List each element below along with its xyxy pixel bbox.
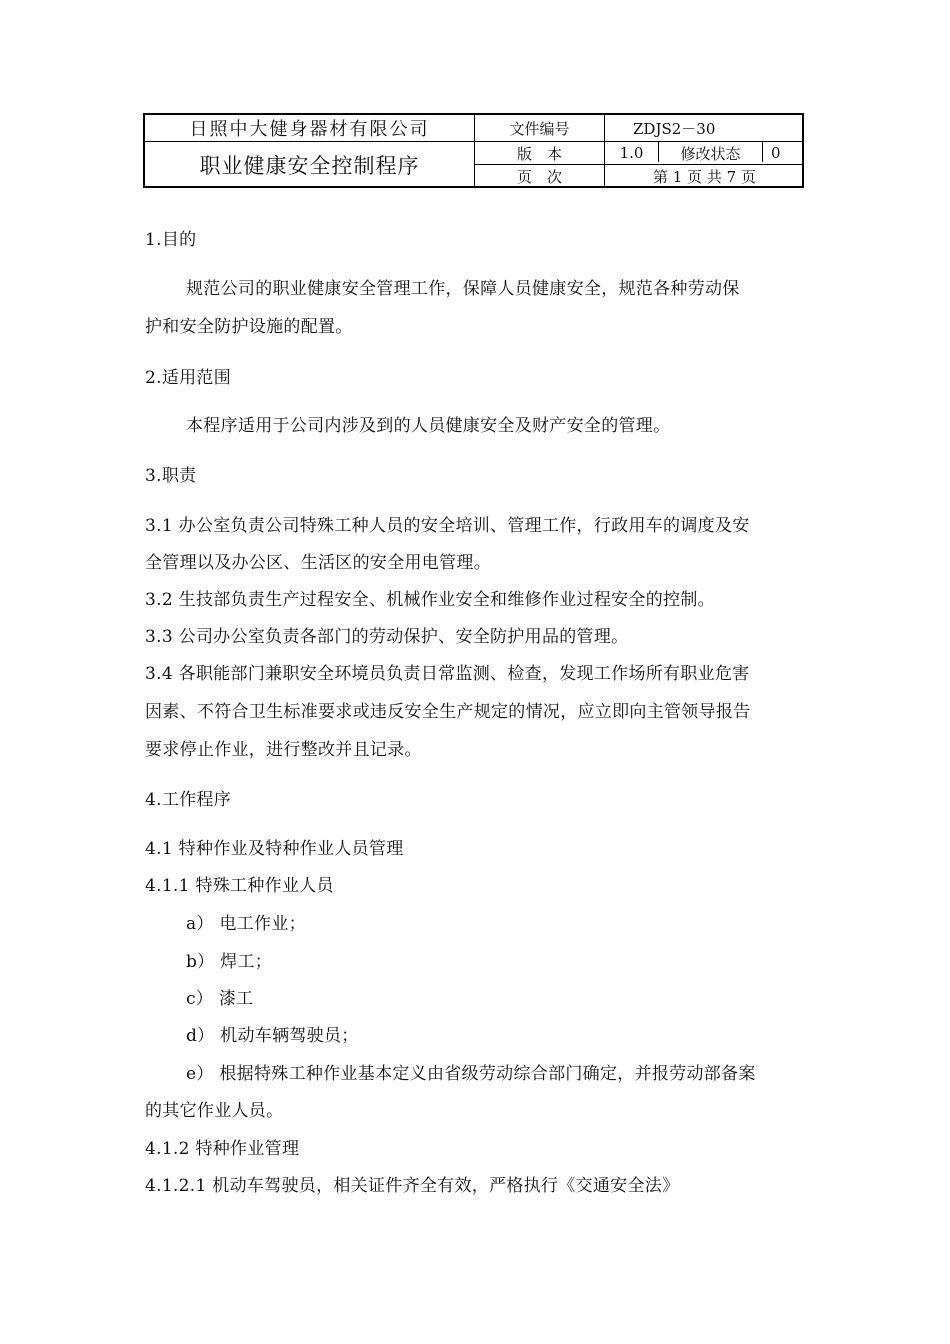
paragraph-line: 要求停止作业，进行整改并且记录。 <box>145 740 422 760</box>
section-2-title: 2.适用范围 <box>145 368 232 388</box>
paragraph-line: 因素、不符合卫生标准要求或违反安全生产规定的情况，应立即向主管领导报告 <box>145 702 751 722</box>
paragraph-line: 规范公司的职业健康安全管理工作，保障人员健康安全，规范各种劳动保 <box>186 279 740 299</box>
paragraph-line: 4.1.2.1 机动车驾驶员，相关证件齐全有效，严格执行《交通安全法》 <box>145 1176 680 1196</box>
version-value: 1.0 <box>619 144 644 162</box>
list-item: c） 漆工 <box>186 989 254 1009</box>
page-label: 页 次 <box>516 168 562 186</box>
paragraph-line: 护和安全防护设施的配置。 <box>145 317 353 337</box>
section-4-title: 4.工作程序 <box>145 790 232 810</box>
subsection-title: 4.1.2 特种作业管理 <box>145 1139 300 1159</box>
paragraph-line: 3.4 各职能部门兼职安全环境员负责日常监测、检查，发现工作场所有职业危害 <box>145 664 750 684</box>
paragraph-line: 3.1 办公室负责公司特殊工种人员的安全培训、管理工作，行政用车的调度及安 <box>145 516 750 536</box>
page-count: 第 1 页 共 7 页 <box>653 168 756 186</box>
section-3-title: 3.职责 <box>145 466 197 486</box>
document-header-table <box>143 113 804 188</box>
subsection-title: 4.1 特种作业及特种作业人员管理 <box>145 839 404 859</box>
list-item: a） 电工作业； <box>186 914 306 934</box>
file-number-value: ZDJS2－30 <box>633 119 716 138</box>
list-item: d） 机动车辆驾驶员； <box>186 1026 359 1046</box>
revision-status-value: 0 <box>771 144 781 162</box>
document-title: 职业健康安全控制程序 <box>199 154 420 178</box>
paragraph-line: 本程序适用于公司内涉及到的人员健康安全及财产安全的管理。 <box>186 416 671 436</box>
section-1-title: 1.目的 <box>145 230 197 250</box>
version-label: 版 本 <box>516 144 562 163</box>
list-item: e） 根据特殊工种作业基本定义由省级劳动综合部门确定，并报劳动部备案 <box>186 1064 756 1084</box>
subsection-title: 4.1.1 特殊工种作业人员 <box>145 876 334 896</box>
paragraph-line: 3.3 公司办公室负责各部门的劳动保护、安全防护用品的管理。 <box>145 627 629 647</box>
paragraph-line: 全管理以及办公区、生活区的安全用电管理。 <box>145 553 491 573</box>
paragraph-line: 3.2 生技部负责生产过程安全、机械作业安全和维修作业过程安全的控制。 <box>145 590 715 610</box>
list-item-continuation: 的其它作业人员。 <box>145 1101 284 1121</box>
file-number-label: 文件编号 <box>509 119 570 138</box>
list-item: b） 焊工； <box>186 952 273 972</box>
revision-status-label: 修改状态 <box>680 144 741 163</box>
company-name: 日照中大健身器材有限公司 <box>189 119 430 140</box>
